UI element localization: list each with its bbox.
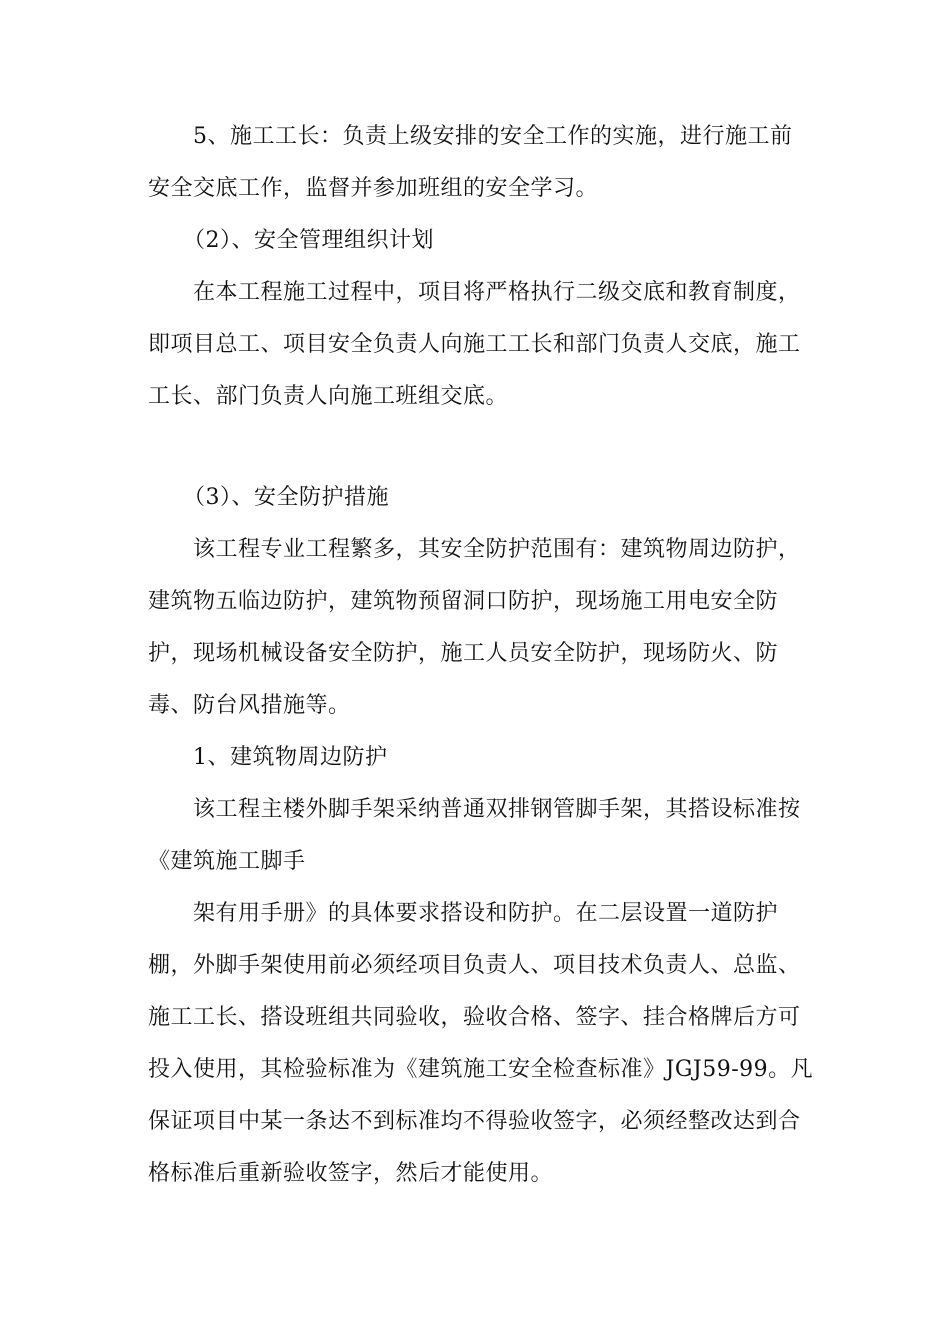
paragraph-line: 该工程主楼外脚手架采纳普通双排钢管脚手架，其搭设标准按 — [193, 797, 801, 822]
paragraph-line: 施工工长、搭设班组共同验收，验收合格、签字、挂合格牌后方可 — [148, 1005, 801, 1030]
paragraph-line: 工长、部门负责人向施工班组交底。 — [148, 384, 509, 409]
paragraph-line: 即项目总工、项目安全负责人向施工工长和部门负责人交底，施工 — [148, 332, 801, 357]
paragraph-line: 保证项目中某一条达不到标准均不得验收签字，必须经整改达到合 — [148, 1109, 801, 1134]
paragraph-line: 投入使用，其检验标准为《建筑施工安全检查标准》JGJ59-99。凡 — [148, 1057, 814, 1082]
paragraph-line: 《建筑施工脚手 — [148, 849, 306, 874]
subsection-heading: 1、建筑物周边防护 — [193, 745, 388, 770]
paragraph-line: 安全交底工作，监督并参加班组的安全学习。 — [148, 176, 599, 201]
paragraph-line: 该工程专业工程繁多，其安全防护范围有：建筑物周边防护， — [193, 537, 801, 562]
paragraph-line: 5、施工工长：负责上级安排的安全工作的实施，进行施工前 — [193, 124, 793, 149]
section-heading: （2）、安全管理组织计划 — [183, 228, 434, 253]
paragraph-line: 格标准后重新验收签字，然后才能使用。 — [148, 1161, 554, 1186]
paragraph-line: 架有用手册》的具体要求搭设和防护。在二层设置一道防护 — [193, 901, 779, 926]
paragraph-line: 毒、防台风措施等。 — [148, 693, 351, 718]
section-heading: （3）、安全防护措施 — [183, 485, 389, 510]
paragraph-line: 护，现场机械设备安全防护，施工人员安全防护，现场防火、防 — [148, 641, 779, 666]
paragraph-line: 建筑物五临边防护，建筑物预留洞口防护，现场施工用电安全防 — [148, 589, 779, 614]
paragraph-line: 在本工程施工过程中，项目将严格执行二级交底和教育制度， — [193, 280, 801, 305]
paragraph-line: 棚，外脚手架使用前必须经项目负责人、项目技术负责人、总监、 — [148, 953, 801, 978]
